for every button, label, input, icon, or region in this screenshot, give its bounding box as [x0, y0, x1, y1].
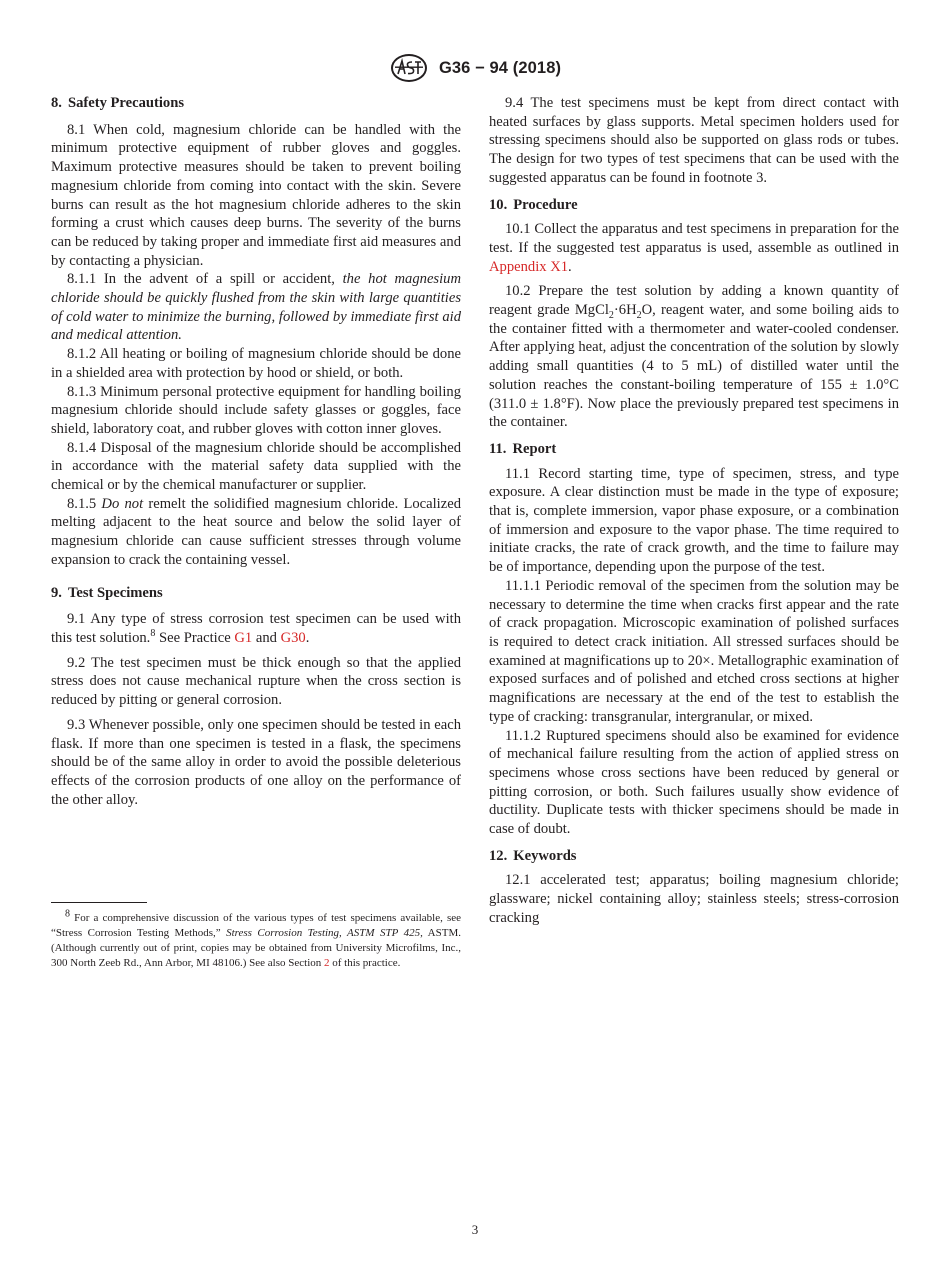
- para-8-1-1: 8.1.1 In the advent of a spill or accident, the hot magnesium chloride should be quickly flushed from the skin with large quantities of cold water to minimize the burning, followed by immediate first aid and medical attention.: [51, 271, 461, 344]
- para-11-1: 11.1 Record starting time, type of specimen, stress, and type exposure. A clear distinction must be made in the type of exposure; that is, complete immersion, vapor phase exposure, or a combination of immersion and exposure to the vapor phase. The time required to initiate cracks, the rate of crack growth, and the time to failure may be of importance, depending upon the purpose of the test.: [489, 465, 899, 576]
- para-11-1-2: 11.1.2 Ruptured specimens should also be examined for evidence of mechanical failure resulting from the action of applied stress on specimens whose cross sections have been reduced by general or pitting corrosion, or both. Such failures usually show evidence of ductility. Duplicate tests with thicker specimens should be made in case of doubt.: [489, 727, 899, 838]
- para-8-1-2: 8.1.2 All heating or boiling of magnesium chloride should be done in a shielded area with protection by hood or shield, or both.: [51, 346, 461, 381]
- para-8-1-3: 8.1.3 Minimum personal protective equipment for handling boiling magnesium chloride should include safety glasses or goggles, face shield, laboratory coat, and rubber gloves with cotton inner gloves.: [51, 383, 461, 437]
- para-10-1: 10.1 Collect the apparatus and test specimens in preparation for the test. If the suggested test apparatus is used, assemble as outlined in Appendix X1.: [489, 221, 899, 275]
- para-12-1: 12.1 accelerated test; apparatus; boiling magnesium chloride; glassware; nickel containing alloy; stainless steels; stress-corrosion cracking: [489, 872, 899, 926]
- section-12-heading: 12. Keywords: [489, 847, 577, 864]
- para-11-1-1: 11.1.1 Periodic removal of the specimen from the solution may be necessary to determine the time when cracks first appear and the rate of crack propagation. Microscopic examination of polished surfaces is required to detect crack initiation. All stressed surfaces should be examined at magnifications up to 20×. Metallographic examination of exposed surfaces and of polished and etched cross sections at higher magnifications are necessary at the end of the test to establish the type of cracking: transgranular, intergranular, or mixed.: [489, 577, 899, 725]
- para-9-4: 9.4 The test specimens must be kept from direct contact with heated surfaces by glass supports. Metal specimen holders used for stressing specimens should also be supported on glass rods or tubes. The design for two types of test specimens that can be used with the suggested apparatus can be found in footnote 3.: [489, 95, 899, 186]
- link-appendix-x1[interactable]: Appendix X1: [489, 258, 569, 275]
- link-section-2[interactable]: 2: [324, 957, 330, 969]
- para-9-1: 9.1 Any type of stress corrosion test specimen can be used with this test solution.$^8$ See Practice G1 and G30.: [51, 611, 461, 646]
- astm-logo-icon: [389, 52, 429, 84]
- right-column: [489, 94, 899, 928]
- footnote-ref: 8: [150, 628, 156, 640]
- link-g30[interactable]: G30: [280, 629, 306, 646]
- page-header: [0, 52, 950, 84]
- section-9-heading: 9. Test Specimens: [51, 584, 163, 601]
- document-designation: G36 − 94 (2018): [438, 58, 562, 77]
- para-9-2: 9.2 The test specimen must be thick enough so that the applied stress does not cause mechanical rupture when the cross section is reduced by pitting or general corrosion.: [51, 654, 461, 709]
- footnote-8: $^8$ For a comprehensive discussion of the various types of test specimens available, see “Stress Corrosion Testing Methods,” Stress Corrosion Testing, ASTM STP 425, ASTM. (Although currently out of print, copies may be obtained from University Microfilms, Inc., 300 North Zeeb Rd., Ann Arbor, MI 48106.) See also Section 2 of this practice.: [51, 908, 461, 969]
- section-10-heading: 10. Procedure: [489, 196, 578, 213]
- footnote-divider: [51, 902, 147, 903]
- link-g1[interactable]: G1: [234, 629, 253, 646]
- para-9-3: 9.3 Whenever possible, only one specimen should be tested in each flask. If more than one specimen is tested in a flask, the specimens should be of the same alloy in order to avoid the possible deleterious effects of the corrosion products of one alloy on the performance of the other alloy.: [51, 716, 461, 808]
- section-8-heading: 8. Safety Precautions: [51, 95, 185, 111]
- para-8-1: 8.1 When cold, magnesium chloride can be handled with the minimum protective equipment of rubber gloves and goggles. Maximum protective measures should be taken to prevent boiling magnesium chloride from coming into contact with the skin. Severe burns can result as the hot magnesium chloride adheres to the skin forming a crust which causes deep burns. The severity of the burns can be reduced by taking proper and immediate first aid measures and by contacting a physician.: [51, 121, 461, 269]
- left-column: [51, 94, 461, 809]
- para-10-2: 10.2 Prepare the test solution by adding a known quantity of reagent grade $MgCl_2\cdot 6H_2O$, reagent water, and some boiling aids to the container fitted with a thermometer and water-cooled condenser. After applying heat, adjust the concentration of the solution by slowly adding small quantities (4 to 5 mL) of distilled water until the solution reaches the constant-boiling temperature of 155 ± 1.0°C (311.0 ± 1.8°F). Now place the previously prepared test specimens in the container.: [489, 283, 899, 431]
- page-number: 3: [471, 1222, 479, 1237]
- para-8-1-5: 8.1.5 Do not remelt the solidified magnesium chloride. Localized melting adjacent to the heat source and below the solid layer of magnesium chloride can cause sufficient stresses through volume expansion to crack the containing vessel.: [51, 495, 461, 568]
- section-11-heading: 11. Report: [489, 440, 557, 457]
- para-8-1-4: 8.1.4 Disposal of the magnesium chloride should be accomplished in accordance with the material safety data supplied with the chemical or by the chemical manufacturer or supplier.: [51, 439, 461, 494]
